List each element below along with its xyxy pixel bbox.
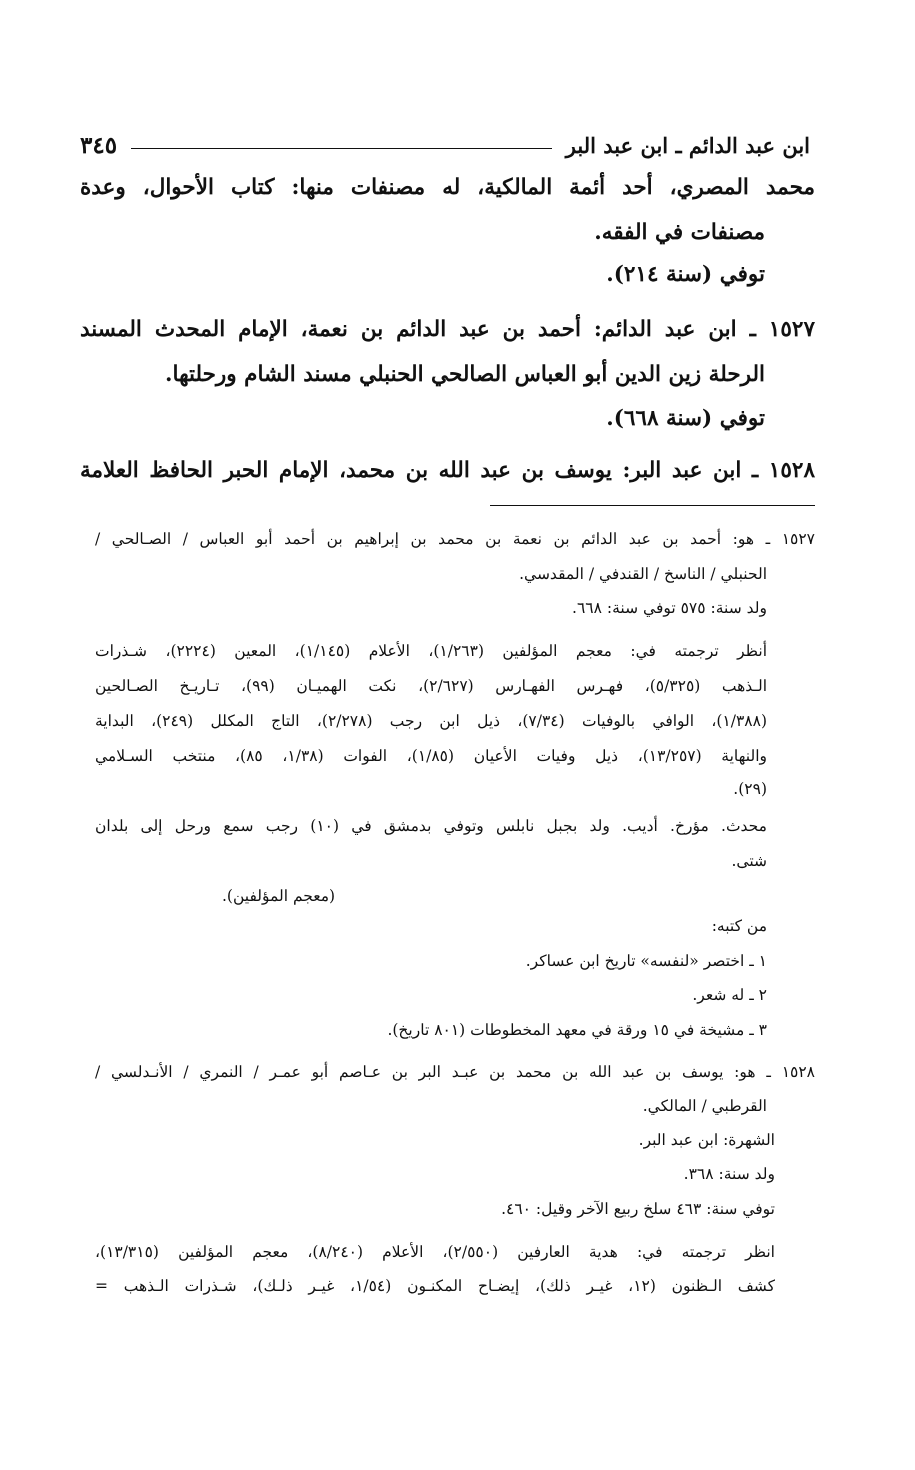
footnote-1527-line: (٢٩). bbox=[733, 780, 767, 798]
header-rule bbox=[131, 148, 552, 149]
footnote-1527-line: ١٥٢٧ ـ هو: أحمد بن عبد الدائم بن نعمة بن محمد بن إبراهيم بن أحمد أبو العباس / الصـالحي / bbox=[95, 530, 815, 548]
entry-1527-heading: ١٥٢٧ ـ ابن عبد الدائم: أحمد بن عبد الدائم بن نعمة، الإمام المحدث المسند bbox=[80, 317, 815, 342]
footnote-1527-list-item: ٢ ـ له شعر. bbox=[692, 986, 767, 1004]
footnote-1527-line: شتى. bbox=[731, 852, 767, 870]
footnote-1528-line: ولد سنة: ٣٦٨. bbox=[683, 1165, 775, 1183]
footnote-1527-line: ولد سنة: ٥٧٥ توفي سنة: ٦٦٨. bbox=[572, 599, 767, 617]
footnote-1528-line: انظر ترجمته في: هدية العارفين (٢/٥٥٠)، الأعلام (٨/٢٤٠)، معجم المؤلفين (١٣/٣١٥)، bbox=[95, 1243, 775, 1261]
page-header bbox=[80, 128, 810, 162]
footnote-1527-line: الـذهب (٥/٣٢٥)، فهـرس الفهـارس (٢/٦٢٧)، نكت الهميـان (٩٩)، تـاريـخ الصـالحين bbox=[95, 677, 768, 695]
footnote-1527-line: أنظر ترجمته في: معجم المؤلفين (١/٢٦٣)، الأعلام (١/١٤٥)، المعين (٢٢٢٤)، شـذرات bbox=[95, 642, 768, 660]
footnote-1527-list-item: ٣ ـ مشيخة في ١٥ ورقة في معهد المخطوطات (٨٠١ تاريخ). bbox=[387, 1021, 767, 1039]
footnote-1528-line: الشهرة: ابن عبد البر. bbox=[638, 1131, 775, 1149]
running-title: ابن عبد الدائم ـ ابن عبد البر bbox=[565, 132, 810, 158]
footnote-1528-line: كشف الـظنون (١٢، غيـر ذلك)، إيضـاح المكنـون (١/٥٤، غيـر ذلـك)، شـذرات الـذهب = bbox=[95, 1277, 775, 1295]
main-text-line: محمد المصري، أحد أئمة المالكية، له مصنفات منها: كتاب الأحوال، وعدة bbox=[80, 175, 815, 200]
footnote-1527-line: والنهاية (١٣/٢٥٧)، ذيل وفيات الأعيان (١/٨٥)، الفوات (١/٣٨، ٨٥)، منتخب السـلامي bbox=[95, 747, 767, 765]
footnote-1527-line: من كتبه: bbox=[711, 917, 767, 935]
main-text-line: توفي (سنة ٦٦٨). bbox=[606, 406, 765, 431]
footnote-1527-line: (١/٣٨٨)، الوافي بالوفيات (٧/٣٤)، ذيل ابن رجب (٢/٢٧٨)، التاج المكلل (٢٤٩)، البداية bbox=[95, 712, 768, 730]
footnote-1528-line: توفي سنة: ٤٦٣ سلخ ربيع الآخر وقيل: ٤٦٠. bbox=[501, 1200, 775, 1218]
main-text-line: الرحلة زين الدين أبو العباس الصالحي الحنبلي مسند الشام ورحلتها. bbox=[165, 362, 765, 387]
page-number: ٣٤٥ bbox=[80, 131, 118, 159]
footnote-1527-line: الحنبلي / الناسخ / القندفي / المقدسي. bbox=[519, 565, 767, 583]
footnote-1528-line: ١٥٢٨ ـ هو: يوسف بن عبد الله بن محمد بن عبـد البر بن عـاصم أبو عمـر / النمري / الأنـدلسي / bbox=[95, 1063, 815, 1081]
entry-1528-heading: ١٥٢٨ ـ ابن عبد البر: يوسف بن عبد الله بن محمد، الإمام الحبر الحافظ العلامة bbox=[80, 458, 815, 483]
main-text-line: مصنفات في الفقه. bbox=[594, 220, 765, 245]
footnote-source-note: (معجم المؤلفين). bbox=[222, 887, 336, 905]
footnote-1527-line: محدث. مؤرخ. أديب. ولد بجبل نابلس وتوفي بدمشق في (١٠) رجب سمع ورحل إلى بلدان bbox=[95, 817, 767, 835]
main-text-line: توفي (سنة ٢١٤). bbox=[606, 262, 765, 287]
footnote-1528-line: القرطبي / المالكي. bbox=[642, 1097, 767, 1115]
footnote-1527-list-item: ١ ـ اختصر «لنفسه» تاريخ ابن عساكر. bbox=[525, 952, 767, 970]
footnote-divider bbox=[490, 505, 815, 506]
